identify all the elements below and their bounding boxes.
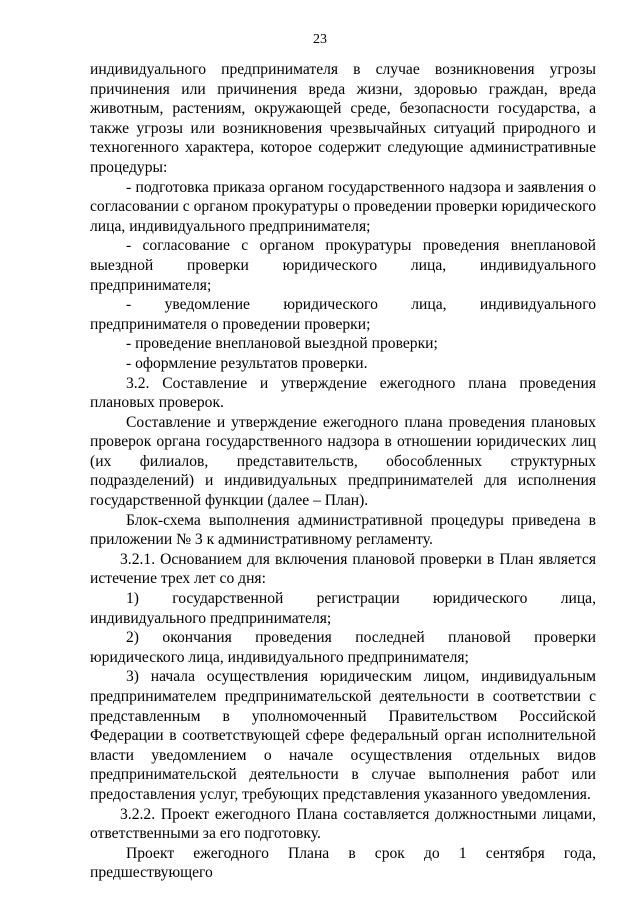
list-item: 3) начала осуществления юридическим лицом, индивидуальным предпринимателем предпринимательской деятельности в соответствии с представленным в уполномоченный Правительством Российской Федерации в соответствующей сфере федеральный орган исполнительной власти уведомлением о начале осуществления отдельных видов предпринимательской деятельности в случае выполнения работ или предоставления услуг, требующих представления указанного уведомления. xyxy=(90,668,596,803)
paragraph: Блок-схема выполнения административной процедуры приведена в приложении № 3 к административному регламенту. xyxy=(90,511,596,549)
paragraph: индивидуального предпринимателя в случае возникновения угрозы причинения или причинения вреда жизни, здоровью граждан, вреда животным, растениям, окружающей среде, безопасности государства, а также угрозы или возникновения чрезвычайных ситуаций природного и техногенного характера, которое содержит следующие административные процедуры: xyxy=(90,61,596,176)
paragraph: Составление и утверждение ежегодного плана проведения плановых проверок органа государственного надзора в отношении юридических лиц (их филиалов, представительств, обособленных структурных подразделений) и индивидуальных предпринимателей для исполнения государственной функции (далее – План). xyxy=(90,413,596,510)
list-item: - уведомление юридического лица, индивидуального предпринимателя о проведении проверки; xyxy=(90,296,596,333)
list-item: 1) государственной регистрации юридического лица, индивидуального предпринимателя; xyxy=(90,590,596,627)
document-body xyxy=(90,60,596,883)
list-item: - подготовка приказа органом государственного надзора и заявления о согласовании с органом прокуратуры о проведении проверки юридического лица, индивидуального предпринимателя; xyxy=(90,178,596,235)
list-item: - проведение внеплановой выездной проверки; xyxy=(126,335,438,353)
paragraph: Проект ежегодного Плана в срок до 1 сентября года, предшествующего xyxy=(90,844,596,882)
paragraph: 3.2.2. Проект ежегодного Плана составляется должностными лицами, ответственными за его подготовку. xyxy=(90,805,596,843)
paragraph: 3.2.1. Основанием для включения плановой проверки в План является истечение трех лет со дня: xyxy=(90,550,596,588)
list-item: - согласование с органом прокуратуры проведения внеплановой выездной проверки юридического лица, индивидуального предпринимателя; xyxy=(90,237,596,294)
list-item: - оформление результатов проверки. xyxy=(126,354,368,372)
section-heading: 3.2. Составление и утверждение ежегодного плана проведения плановых проверок. xyxy=(90,374,596,412)
list-item: 2) окончания проведения последней плановой проверки юридического лица, индивидуального предпринимателя; xyxy=(90,629,596,666)
page-number: 23 xyxy=(313,32,327,47)
